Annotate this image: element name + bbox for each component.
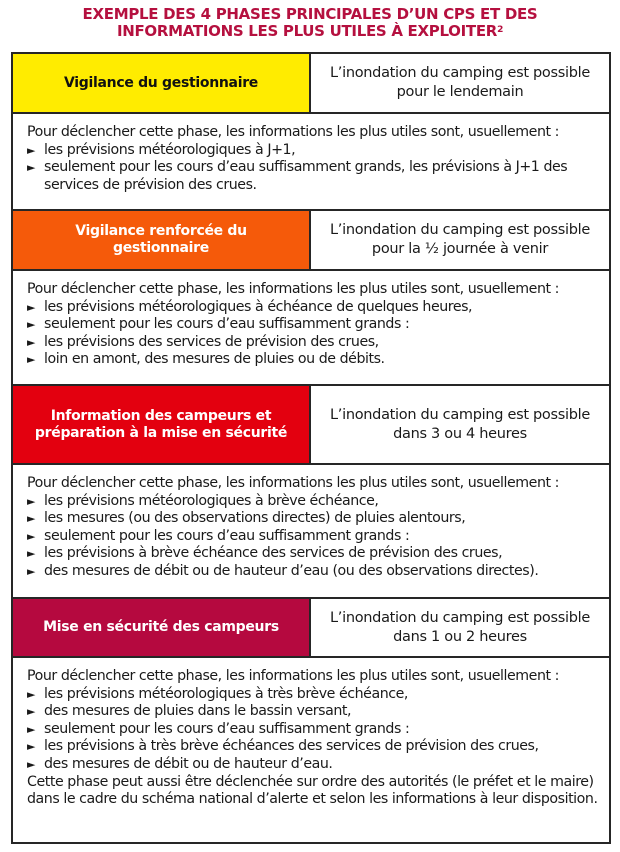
phase-header-row (13, 211, 609, 271)
bullet-text: les prévisions météorologiques à échéance de quelques heures, (44, 298, 473, 315)
bullet-item (27, 351, 609, 369)
bullet-item (27, 334, 609, 352)
triangle-bullet-icon: ► (27, 722, 36, 736)
bullet-text: les prévisions météorologiques à J+1, (44, 141, 296, 158)
triangle-bullet-icon: ► (27, 564, 36, 578)
bullet-item (27, 299, 609, 317)
bullet-item (27, 721, 609, 739)
bullet-text: seulement pour les cours d’eau suffisamment grands : (44, 720, 410, 737)
bullet-item (27, 738, 609, 756)
bullet-text: les prévisions à très brève échéances des services de prévision des crues, (44, 738, 539, 755)
triangle-bullet-icon: ► (27, 512, 36, 526)
phase-note: Cette phase peut aussi être déclenchée sur ordre des autorités (le préfet et le maire) dans le cadre du schéma national d’alerte et selon les informations à leur disposition. (27, 773, 598, 808)
triangle-bullet-icon: ► (27, 757, 36, 771)
bullet-list (27, 493, 609, 581)
triangle-bullet-icon: ► (27, 318, 36, 332)
phase-info-row (13, 658, 609, 842)
phase-name: Vigilance renforcée du gestionnaire (13, 211, 311, 269)
triangle-bullet-icon: ► (27, 300, 36, 314)
bullet-list (27, 142, 609, 195)
title-line-1: EXEMPLE DES 4 PHASES PRINCIPALES D’UN CPS ET DES (82, 5, 538, 23)
phase-info-row (13, 271, 609, 386)
document-title (0, 6, 620, 40)
bullet-list (27, 299, 609, 369)
bullet-text: les prévisions météorologiques à brève échéance, (44, 492, 379, 509)
triangle-bullet-icon: ► (27, 547, 36, 561)
phase-info-row (13, 465, 609, 599)
phase-name: Vigilance du gestionnaire (13, 54, 311, 112)
bullet-text: seulement pour les cours d’eau suffisamment grands : (44, 316, 410, 333)
bullet-item (27, 528, 609, 546)
bullet-text: les prévisions à brève échéance des services de prévision des crues, (44, 545, 503, 562)
triangle-bullet-icon: ► (27, 494, 36, 508)
bullet-text: les mesures (ou des observations directes) de pluies alentours, (44, 510, 466, 527)
triangle-bullet-icon: ► (27, 143, 36, 157)
phase-delay: L’inondation du camping est possible dans 3 ou 4 heures (330, 406, 590, 442)
bullet-item (27, 142, 609, 160)
bullet-list (27, 686, 609, 774)
title-line-2: INFORMATIONS LES PLUS UTILES À EXPLOITER$^2$ (116, 22, 504, 40)
footnote-marker: 2 (497, 25, 504, 35)
bullet-text: des mesures de débit ou de hauteur d’eau (ou des observations directes). (44, 562, 539, 579)
triangle-bullet-icon: ► (27, 687, 36, 701)
bullet-item (27, 316, 609, 334)
phase-info-row (13, 114, 609, 211)
phase-header-row (13, 54, 609, 114)
phase-intro: Pour déclencher cette phase, les informations les plus utiles sont, usuellement : (27, 475, 559, 491)
bullet-text: loin en amont, des mesures de pluies ou de débits. (44, 351, 385, 368)
bullet-text: les prévisions météorologiques à très brève échéance, (44, 685, 408, 702)
phase-delay: L’inondation du camping est possible dans 1 ou 2 heures (330, 609, 590, 645)
triangle-bullet-icon: ► (27, 705, 36, 719)
phase-intro: Pour déclencher cette phase, les informations les plus utiles sont, usuellement : (27, 124, 559, 140)
bullet-item (27, 545, 609, 563)
bullet-item (27, 493, 609, 511)
bullet-item (27, 703, 609, 721)
bullet-item (27, 510, 609, 528)
phase-delay: L’inondation du camping est possible pour la ½ journée à venir (330, 222, 590, 257)
phase-name: Information des campeurs et préparation à la mise en sécurité (13, 386, 311, 463)
phase-header-row (13, 386, 609, 465)
phase-delay: L’inondation du camping est possible pour le lendemain (330, 65, 590, 100)
phase-intro: Pour déclencher cette phase, les informations les plus utiles sont, usuellement : (27, 281, 559, 297)
bullet-item (27, 563, 609, 581)
bullet-text: les prévisions des services de prévision des crues, (44, 333, 379, 350)
bullet-text: des mesures de débit ou de hauteur d’eau. (44, 755, 333, 772)
phases-table (11, 52, 611, 844)
triangle-bullet-icon: ► (27, 353, 36, 367)
phase-name: Mise en sécurité des campeurs (13, 599, 311, 656)
bullet-text: seulement pour les cours d’eau suffisamment grands : (44, 527, 410, 544)
triangle-bullet-icon: ► (27, 161, 36, 175)
phase-intro: Pour déclencher cette phase, les informations les plus utiles sont, usuellement : (27, 668, 559, 684)
triangle-bullet-icon: ► (27, 740, 36, 754)
bullet-item (27, 756, 609, 774)
bullet-item (27, 686, 609, 704)
bullet-text: seulement pour les cours d’eau suffisamment grands, les prévisions à J+1 des services de prévision des crues. (44, 159, 568, 193)
phase-header-row (13, 599, 609, 658)
bullet-text: des mesures de pluies dans le bassin versant, (44, 703, 352, 720)
bullet-item (27, 159, 609, 194)
triangle-bullet-icon: ► (27, 335, 36, 349)
triangle-bullet-icon: ► (27, 529, 36, 543)
